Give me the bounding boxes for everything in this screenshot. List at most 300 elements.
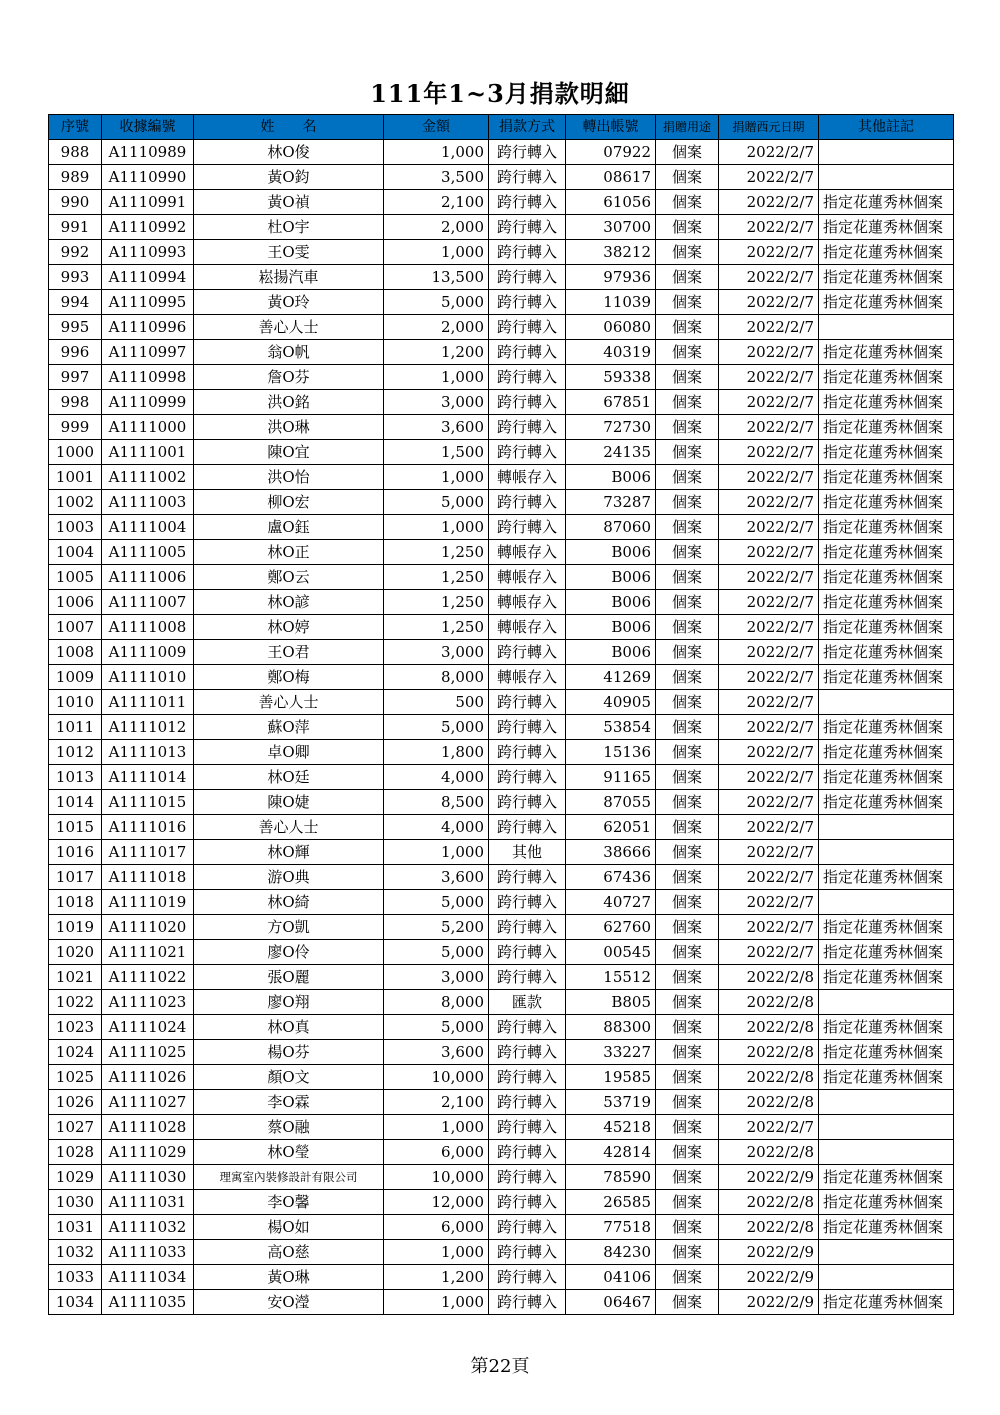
cell-date: 2022/2/7 bbox=[719, 640, 819, 665]
cell-account: 62760 bbox=[566, 915, 656, 940]
cell-name: 楊O芬 bbox=[194, 1040, 384, 1065]
cell-note: 指定花蓮秀林個案 bbox=[819, 665, 954, 690]
cell-amount: 10,000 bbox=[384, 1165, 489, 1190]
cell-date: 2022/2/8 bbox=[719, 1140, 819, 1165]
cell-purpose: 個案 bbox=[656, 990, 719, 1015]
cell-note: 指定花蓮秀林個案 bbox=[819, 490, 954, 515]
cell-date: 2022/2/7 bbox=[719, 815, 819, 840]
cell-purpose: 個案 bbox=[656, 1040, 719, 1065]
table-row bbox=[49, 890, 954, 915]
cell-receipt-no: A1111012 bbox=[102, 715, 194, 740]
table-row bbox=[49, 665, 954, 690]
cell-method: 跨行轉入 bbox=[489, 715, 566, 740]
cell-receipt-no: A1111001 bbox=[102, 440, 194, 465]
cell-name: 善心人士 bbox=[194, 690, 384, 715]
cell-purpose: 個案 bbox=[656, 1065, 719, 1090]
cell-date: 2022/2/7 bbox=[719, 790, 819, 815]
cell-name: 楊O如 bbox=[194, 1215, 384, 1240]
cell-date: 2022/2/7 bbox=[719, 890, 819, 915]
cell-receipt-no: A1110998 bbox=[102, 365, 194, 390]
cell-purpose: 個案 bbox=[656, 940, 719, 965]
cell-name: 顏O文 bbox=[194, 1065, 384, 1090]
cell-account: B006 bbox=[566, 615, 656, 640]
cell-purpose: 個案 bbox=[656, 315, 719, 340]
table-row bbox=[49, 1215, 954, 1240]
cell-serial: 1024 bbox=[49, 1040, 102, 1065]
cell-purpose: 個案 bbox=[656, 515, 719, 540]
cell-receipt-no: A1111006 bbox=[102, 565, 194, 590]
cell-method: 跨行轉入 bbox=[489, 315, 566, 340]
cell-receipt-no: A1111024 bbox=[102, 1015, 194, 1040]
cell-receipt-no: A1111029 bbox=[102, 1140, 194, 1165]
cell-name: 王O雯 bbox=[194, 240, 384, 265]
cell-purpose: 個案 bbox=[656, 390, 719, 415]
cell-method: 跨行轉入 bbox=[489, 1065, 566, 1090]
cell-amount: 8,000 bbox=[384, 665, 489, 690]
cell-date: 2022/2/7 bbox=[719, 865, 819, 890]
cell-amount: 1,250 bbox=[384, 565, 489, 590]
cell-serial: 1014 bbox=[49, 790, 102, 815]
cell-purpose: 個案 bbox=[656, 265, 719, 290]
cell-receipt-no: A1111014 bbox=[102, 765, 194, 790]
cell-amount: 1,000 bbox=[384, 515, 489, 540]
cell-receipt-no: A1110997 bbox=[102, 340, 194, 365]
cell-method: 跨行轉入 bbox=[489, 490, 566, 515]
cell-amount: 5,000 bbox=[384, 890, 489, 915]
cell-note bbox=[819, 990, 954, 1015]
cell-date: 2022/2/8 bbox=[719, 1190, 819, 1215]
cell-account: 87060 bbox=[566, 515, 656, 540]
table-row bbox=[49, 415, 954, 440]
cell-serial: 1023 bbox=[49, 1015, 102, 1040]
header-amount: 金額 bbox=[384, 115, 489, 140]
cell-name: 詹O芬 bbox=[194, 365, 384, 390]
table-row bbox=[49, 490, 954, 515]
cell-purpose: 個案 bbox=[656, 815, 719, 840]
cell-method: 其他 bbox=[489, 840, 566, 865]
cell-note: 指定花蓮秀林個案 bbox=[819, 790, 954, 815]
cell-method: 跨行轉入 bbox=[489, 1115, 566, 1140]
table-row bbox=[49, 615, 954, 640]
cell-purpose: 個案 bbox=[656, 840, 719, 865]
cell-amount: 6,000 bbox=[384, 1215, 489, 1240]
cell-amount: 2,000 bbox=[384, 315, 489, 340]
cell-amount: 1,000 bbox=[384, 465, 489, 490]
cell-date: 2022/2/7 bbox=[719, 265, 819, 290]
cell-note: 指定花蓮秀林個案 bbox=[819, 565, 954, 590]
cell-method: 跨行轉入 bbox=[489, 515, 566, 540]
cell-account: 40905 bbox=[566, 690, 656, 715]
cell-method: 跨行轉入 bbox=[489, 690, 566, 715]
cell-amount: 8,000 bbox=[384, 990, 489, 1015]
cell-amount: 4,000 bbox=[384, 815, 489, 840]
cell-account: 40319 bbox=[566, 340, 656, 365]
cell-receipt-no: A1111020 bbox=[102, 915, 194, 940]
cell-serial: 1017 bbox=[49, 865, 102, 890]
cell-receipt-no: A1111026 bbox=[102, 1065, 194, 1090]
cell-method: 跨行轉入 bbox=[489, 140, 566, 165]
cell-serial: 1026 bbox=[49, 1090, 102, 1115]
cell-name: 陳O婕 bbox=[194, 790, 384, 815]
cell-amount: 1,000 bbox=[384, 140, 489, 165]
cell-receipt-no: A1110992 bbox=[102, 215, 194, 240]
cell-amount: 1,250 bbox=[384, 590, 489, 615]
cell-account: 67436 bbox=[566, 865, 656, 890]
cell-date: 2022/2/9 bbox=[719, 1165, 819, 1190]
cell-serial: 1013 bbox=[49, 765, 102, 790]
cell-note: 指定花蓮秀林個案 bbox=[819, 1015, 954, 1040]
cell-purpose: 個案 bbox=[656, 640, 719, 665]
table-row bbox=[49, 165, 954, 190]
cell-name: 方O凱 bbox=[194, 915, 384, 940]
cell-name: 蘇O萍 bbox=[194, 715, 384, 740]
table-row bbox=[49, 740, 954, 765]
cell-account: 42814 bbox=[566, 1140, 656, 1165]
cell-serial: 998 bbox=[49, 390, 102, 415]
cell-method: 跨行轉入 bbox=[489, 965, 566, 990]
cell-method: 跨行轉入 bbox=[489, 390, 566, 415]
cell-note: 指定花蓮秀林個案 bbox=[819, 740, 954, 765]
cell-amount: 5,000 bbox=[384, 715, 489, 740]
cell-amount: 1,800 bbox=[384, 740, 489, 765]
cell-amount: 10,000 bbox=[384, 1065, 489, 1090]
cell-name: 高O慈 bbox=[194, 1240, 384, 1265]
cell-note: 指定花蓮秀林個案 bbox=[819, 440, 954, 465]
header-name: 姓 名 bbox=[194, 115, 384, 140]
cell-account: 91165 bbox=[566, 765, 656, 790]
cell-note: 指定花蓮秀林個案 bbox=[819, 1040, 954, 1065]
cell-serial: 1007 bbox=[49, 615, 102, 640]
cell-serial: 1015 bbox=[49, 815, 102, 840]
cell-name: 林O婷 bbox=[194, 615, 384, 640]
cell-amount: 2,100 bbox=[384, 1090, 489, 1115]
cell-receipt-no: A1111019 bbox=[102, 890, 194, 915]
cell-method: 跨行轉入 bbox=[489, 290, 566, 315]
cell-account: 62051 bbox=[566, 815, 656, 840]
cell-method: 轉帳存入 bbox=[489, 665, 566, 690]
cell-receipt-no: A1110989 bbox=[102, 140, 194, 165]
cell-amount: 1,000 bbox=[384, 1290, 489, 1315]
cell-serial: 1009 bbox=[49, 665, 102, 690]
cell-method: 轉帳存入 bbox=[489, 565, 566, 590]
cell-note bbox=[819, 1240, 954, 1265]
cell-method: 轉帳存入 bbox=[489, 465, 566, 490]
cell-amount: 5,000 bbox=[384, 940, 489, 965]
table-row bbox=[49, 215, 954, 240]
cell-note: 指定花蓮秀林個案 bbox=[819, 715, 954, 740]
table-row bbox=[49, 940, 954, 965]
cell-purpose: 個案 bbox=[656, 1090, 719, 1115]
cell-account: 04106 bbox=[566, 1265, 656, 1290]
cell-account: 45218 bbox=[566, 1115, 656, 1140]
cell-account: 77518 bbox=[566, 1215, 656, 1240]
cell-serial: 1000 bbox=[49, 440, 102, 465]
cell-purpose: 個案 bbox=[656, 865, 719, 890]
cell-date: 2022/2/7 bbox=[719, 415, 819, 440]
cell-account: 87055 bbox=[566, 790, 656, 815]
cell-purpose: 個案 bbox=[656, 665, 719, 690]
cell-purpose: 個案 bbox=[656, 565, 719, 590]
cell-purpose: 個案 bbox=[656, 365, 719, 390]
cell-receipt-no: A1111032 bbox=[102, 1215, 194, 1240]
cell-serial: 1010 bbox=[49, 690, 102, 715]
cell-serial: 1019 bbox=[49, 915, 102, 940]
cell-name: 善心人士 bbox=[194, 315, 384, 340]
page-title: 111年1~3月捐款明細 bbox=[370, 79, 630, 108]
cell-amount: 1,000 bbox=[384, 1115, 489, 1140]
cell-name: 黃O禎 bbox=[194, 190, 384, 215]
cell-method: 跨行轉入 bbox=[489, 1240, 566, 1265]
cell-method: 跨行轉入 bbox=[489, 1215, 566, 1240]
cell-serial: 1004 bbox=[49, 540, 102, 565]
cell-purpose: 個案 bbox=[656, 965, 719, 990]
cell-receipt-no: A1111013 bbox=[102, 740, 194, 765]
cell-note: 指定花蓮秀林個案 bbox=[819, 865, 954, 890]
table-row bbox=[49, 1090, 954, 1115]
cell-date: 2022/2/7 bbox=[719, 365, 819, 390]
cell-date: 2022/2/7 bbox=[719, 140, 819, 165]
cell-receipt-no: A1111011 bbox=[102, 690, 194, 715]
cell-purpose: 個案 bbox=[656, 1015, 719, 1040]
cell-amount: 13,500 bbox=[384, 265, 489, 290]
cell-note: 指定花蓮秀林個案 bbox=[819, 1065, 954, 1090]
table-row bbox=[49, 190, 954, 215]
cell-method: 跨行轉入 bbox=[489, 815, 566, 840]
cell-note: 指定花蓮秀林個案 bbox=[819, 390, 954, 415]
cell-serial: 1032 bbox=[49, 1240, 102, 1265]
cell-account: 26585 bbox=[566, 1190, 656, 1215]
table-row bbox=[49, 765, 954, 790]
cell-purpose: 個案 bbox=[656, 715, 719, 740]
cell-method: 跨行轉入 bbox=[489, 165, 566, 190]
table-row bbox=[49, 140, 954, 165]
header-serial: 序號 bbox=[49, 115, 102, 140]
cell-method: 轉帳存入 bbox=[489, 540, 566, 565]
cell-purpose: 個案 bbox=[656, 590, 719, 615]
cell-account: 33227 bbox=[566, 1040, 656, 1065]
cell-note: 指定花蓮秀林個案 bbox=[819, 590, 954, 615]
cell-name: 鄭O梅 bbox=[194, 665, 384, 690]
cell-date: 2022/2/7 bbox=[719, 940, 819, 965]
cell-name: 林O正 bbox=[194, 540, 384, 565]
cell-method: 跨行轉入 bbox=[489, 190, 566, 215]
cell-account: 40727 bbox=[566, 890, 656, 915]
cell-account: B006 bbox=[566, 540, 656, 565]
cell-amount: 5,000 bbox=[384, 290, 489, 315]
cell-serial: 1028 bbox=[49, 1140, 102, 1165]
cell-name: 杜O宇 bbox=[194, 215, 384, 240]
table-row bbox=[49, 1240, 954, 1265]
cell-note bbox=[819, 840, 954, 865]
cell-name: 黃O玲 bbox=[194, 290, 384, 315]
table-header-row bbox=[49, 115, 954, 140]
table-row bbox=[49, 1290, 954, 1315]
table-row bbox=[49, 565, 954, 590]
cell-name: 林O諺 bbox=[194, 590, 384, 615]
cell-purpose: 個案 bbox=[656, 215, 719, 240]
cell-date: 2022/2/7 bbox=[719, 490, 819, 515]
cell-date: 2022/2/9 bbox=[719, 1240, 819, 1265]
cell-account: 88300 bbox=[566, 1015, 656, 1040]
cell-serial: 992 bbox=[49, 240, 102, 265]
table-row bbox=[49, 240, 954, 265]
cell-serial: 1006 bbox=[49, 590, 102, 615]
cell-name: 理寓室內裝修設計有限公司 bbox=[194, 1165, 384, 1190]
cell-serial: 1027 bbox=[49, 1115, 102, 1140]
cell-account: 78590 bbox=[566, 1165, 656, 1190]
cell-name: 柳O宏 bbox=[194, 490, 384, 515]
cell-date: 2022/2/8 bbox=[719, 1015, 819, 1040]
cell-date: 2022/2/7 bbox=[719, 465, 819, 490]
cell-serial: 989 bbox=[49, 165, 102, 190]
cell-purpose: 個案 bbox=[656, 240, 719, 265]
cell-receipt-no: A1110999 bbox=[102, 390, 194, 415]
cell-account: 30700 bbox=[566, 215, 656, 240]
cell-account: 15136 bbox=[566, 740, 656, 765]
cell-date: 2022/2/7 bbox=[719, 840, 819, 865]
cell-date: 2022/2/7 bbox=[719, 590, 819, 615]
cell-account: B006 bbox=[566, 565, 656, 590]
cell-purpose: 個案 bbox=[656, 790, 719, 815]
table-row bbox=[49, 440, 954, 465]
cell-account: 72730 bbox=[566, 415, 656, 440]
cell-note: 指定花蓮秀林個案 bbox=[819, 290, 954, 315]
cell-serial: 991 bbox=[49, 215, 102, 240]
cell-name: 洪O琳 bbox=[194, 415, 384, 440]
cell-name: 黃O琳 bbox=[194, 1265, 384, 1290]
cell-account: 08617 bbox=[566, 165, 656, 190]
cell-receipt-no: A1111018 bbox=[102, 865, 194, 890]
cell-name: 翁O帆 bbox=[194, 340, 384, 365]
cell-receipt-no: A1110990 bbox=[102, 165, 194, 190]
cell-account: 11039 bbox=[566, 290, 656, 315]
cell-name: 陳O宜 bbox=[194, 440, 384, 465]
cell-name: 游O典 bbox=[194, 865, 384, 890]
cell-purpose: 個案 bbox=[656, 1215, 719, 1240]
cell-note: 指定花蓮秀林個案 bbox=[819, 1215, 954, 1240]
cell-serial: 995 bbox=[49, 315, 102, 340]
cell-serial: 1016 bbox=[49, 840, 102, 865]
cell-serial: 1020 bbox=[49, 940, 102, 965]
cell-account: 19585 bbox=[566, 1065, 656, 1090]
cell-serial: 1022 bbox=[49, 990, 102, 1015]
cell-purpose: 個案 bbox=[656, 1165, 719, 1190]
table-row bbox=[49, 990, 954, 1015]
cell-serial: 1033 bbox=[49, 1265, 102, 1290]
cell-account: 97936 bbox=[566, 265, 656, 290]
cell-note bbox=[819, 1090, 954, 1115]
cell-name: 李O霖 bbox=[194, 1090, 384, 1115]
cell-amount: 1,000 bbox=[384, 1240, 489, 1265]
cell-receipt-no: A1111017 bbox=[102, 840, 194, 865]
cell-receipt-no: A1111025 bbox=[102, 1040, 194, 1065]
cell-serial: 1029 bbox=[49, 1165, 102, 1190]
cell-amount: 1,000 bbox=[384, 365, 489, 390]
cell-amount: 3,000 bbox=[384, 390, 489, 415]
cell-receipt-no: A1111023 bbox=[102, 990, 194, 1015]
table-row bbox=[49, 790, 954, 815]
cell-name: 林O俊 bbox=[194, 140, 384, 165]
cell-note: 指定花蓮秀林個案 bbox=[819, 1165, 954, 1190]
cell-method: 跨行轉入 bbox=[489, 915, 566, 940]
cell-purpose: 個案 bbox=[656, 615, 719, 640]
cell-purpose: 個案 bbox=[656, 540, 719, 565]
cell-date: 2022/2/8 bbox=[719, 1090, 819, 1115]
table-row bbox=[49, 365, 954, 390]
cell-receipt-no: A1111034 bbox=[102, 1265, 194, 1290]
cell-method: 跨行轉入 bbox=[489, 1190, 566, 1215]
cell-purpose: 個案 bbox=[656, 1290, 719, 1315]
cell-date: 2022/2/7 bbox=[719, 240, 819, 265]
cell-serial: 1012 bbox=[49, 740, 102, 765]
cell-method: 跨行轉入 bbox=[489, 1040, 566, 1065]
cell-serial: 1018 bbox=[49, 890, 102, 915]
cell-account: B006 bbox=[566, 640, 656, 665]
header-receipt-no: 收據編號 bbox=[102, 115, 194, 140]
cell-name: 蔡O融 bbox=[194, 1115, 384, 1140]
table-row bbox=[49, 290, 954, 315]
cell-account: 15512 bbox=[566, 965, 656, 990]
cell-method: 跨行轉入 bbox=[489, 440, 566, 465]
cell-account: 53854 bbox=[566, 715, 656, 740]
cell-amount: 5,000 bbox=[384, 490, 489, 515]
cell-method: 跨行轉入 bbox=[489, 240, 566, 265]
cell-serial: 1031 bbox=[49, 1215, 102, 1240]
table-row bbox=[49, 1165, 954, 1190]
cell-note bbox=[819, 815, 954, 840]
cell-serial: 1034 bbox=[49, 1290, 102, 1315]
cell-receipt-no: A1111005 bbox=[102, 540, 194, 565]
cell-method: 跨行轉入 bbox=[489, 865, 566, 890]
cell-receipt-no: A1111009 bbox=[102, 640, 194, 665]
cell-receipt-no: A1111035 bbox=[102, 1290, 194, 1315]
cell-method: 跨行轉入 bbox=[489, 215, 566, 240]
cell-account: B006 bbox=[566, 465, 656, 490]
table-row bbox=[49, 1140, 954, 1165]
cell-purpose: 個案 bbox=[656, 190, 719, 215]
cell-receipt-no: A1111016 bbox=[102, 815, 194, 840]
cell-receipt-no: A1111015 bbox=[102, 790, 194, 815]
cell-name: 林O輝 bbox=[194, 840, 384, 865]
cell-amount: 1,000 bbox=[384, 240, 489, 265]
cell-amount: 1,250 bbox=[384, 540, 489, 565]
cell-name: 洪O銘 bbox=[194, 390, 384, 415]
cell-note: 指定花蓮秀林個案 bbox=[819, 965, 954, 990]
cell-method: 跨行轉入 bbox=[489, 340, 566, 365]
cell-receipt-no: A1111007 bbox=[102, 590, 194, 615]
cell-account: 07922 bbox=[566, 140, 656, 165]
cell-note: 指定花蓮秀林個案 bbox=[819, 540, 954, 565]
page-number: 第22頁 bbox=[470, 1356, 530, 1377]
cell-account: 41269 bbox=[566, 665, 656, 690]
cell-note: 指定花蓮秀林個案 bbox=[819, 465, 954, 490]
cell-serial: 1003 bbox=[49, 515, 102, 540]
header-date: 捐贈西元日期 bbox=[719, 115, 819, 140]
cell-account: 59338 bbox=[566, 365, 656, 390]
cell-method: 跨行轉入 bbox=[489, 765, 566, 790]
cell-note: 指定花蓮秀林個案 bbox=[819, 640, 954, 665]
cell-name: 張O麗 bbox=[194, 965, 384, 990]
cell-note bbox=[819, 1115, 954, 1140]
cell-receipt-no: A1111030 bbox=[102, 1165, 194, 1190]
cell-note bbox=[819, 140, 954, 165]
cell-receipt-no: A1110993 bbox=[102, 240, 194, 265]
cell-date: 2022/2/8 bbox=[719, 1215, 819, 1240]
cell-name: 安O瀅 bbox=[194, 1290, 384, 1315]
cell-purpose: 個案 bbox=[656, 415, 719, 440]
cell-account: B805 bbox=[566, 990, 656, 1015]
cell-receipt-no: A1110991 bbox=[102, 190, 194, 215]
